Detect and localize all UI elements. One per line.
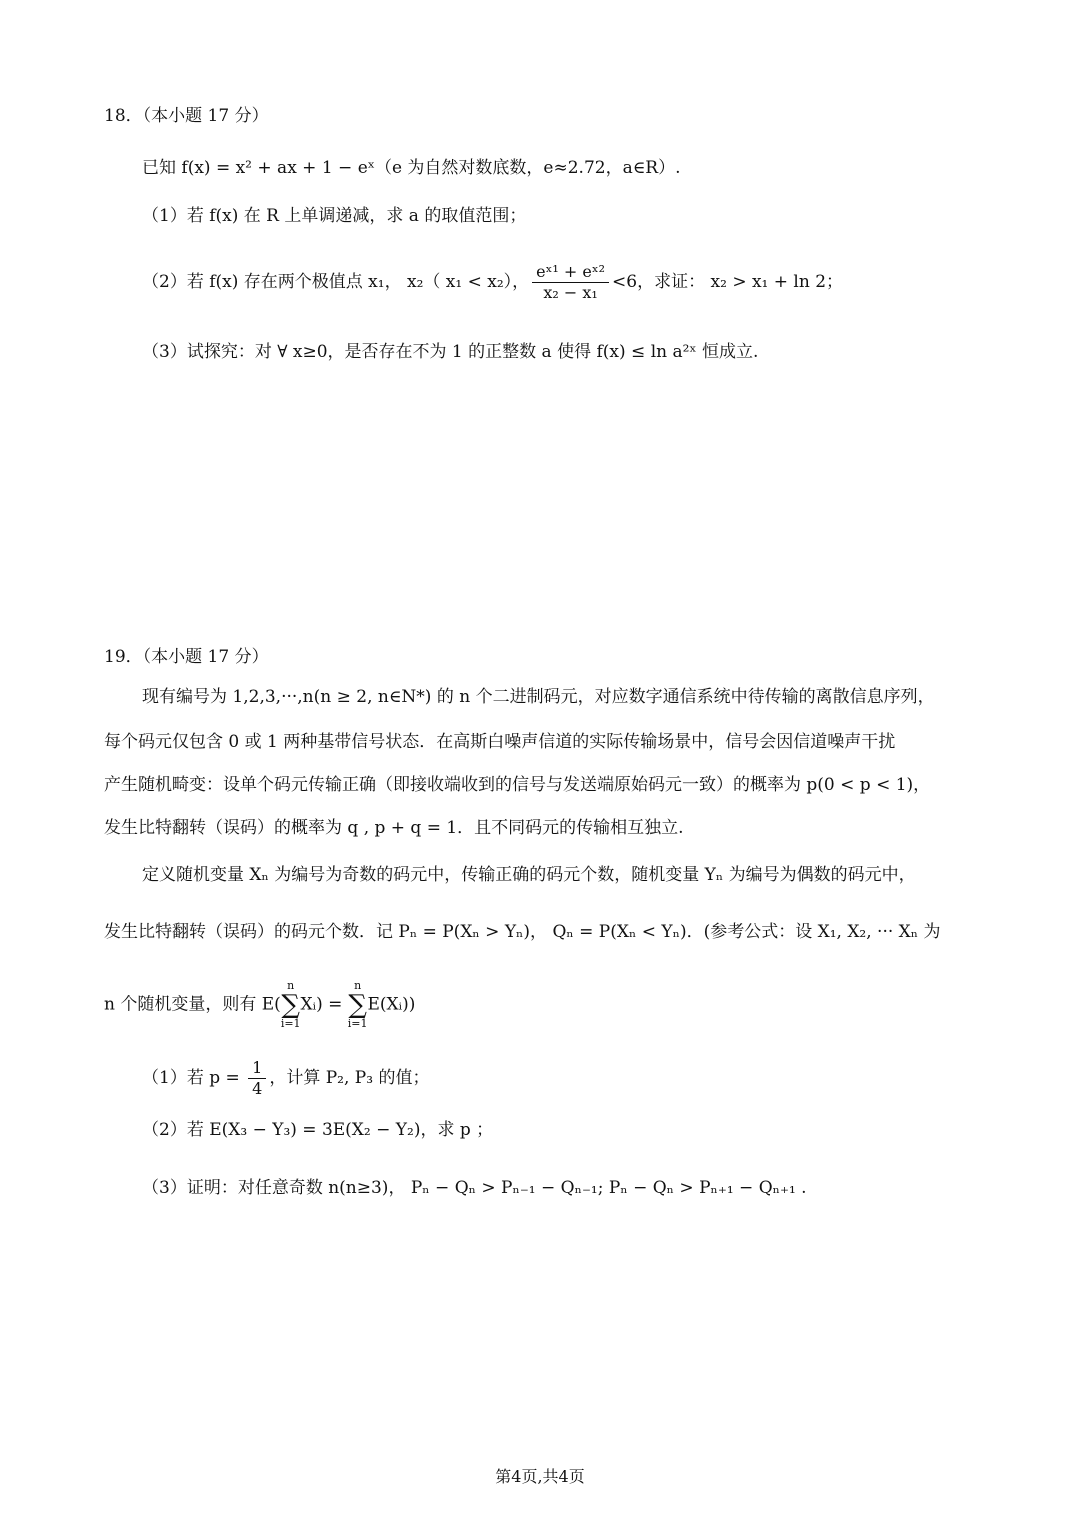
fraction-denominator: x₂ − x₁: [543, 283, 598, 302]
q19-title: 19．（本小题 17 分）: [104, 647, 269, 667]
fraction-denominator: 4: [252, 1079, 263, 1098]
sum-lower: i=1: [280, 1017, 301, 1030]
formula-text: n 个随机变量，则有 E(: [104, 994, 281, 1015]
summation: [348, 980, 368, 1030]
summation: [281, 980, 301, 1030]
sum-lower: i=1: [347, 1017, 368, 1030]
q18-part2-claim: <6，求证： x₂ > x₁ + ln 2；: [612, 272, 844, 292]
sigma-icon: ∑: [281, 990, 300, 1020]
q18-title: 18．（本小题 17 分）: [104, 106, 269, 126]
q18-part3: （3）试探究：对 ∀ x≥0，是否存在不为 1 的正整数 a 使得 f(x) ≤ ln a²ˣ 恒成立.: [142, 342, 759, 362]
q18-stem: 已知 f(x) = x² + ax + 1 − eˣ（e 为自然对数底数，e≈2.72，a∈R）.: [142, 158, 681, 178]
sigma-icon: ∑: [348, 990, 367, 1020]
q18-part2-text: （2）若 f(x) 存在两个极值点 x₁， x₂（ x₁ < x₂），: [142, 272, 530, 292]
q19-para1-line: 现有编号为 1,2,3,···,n(n ≥ 2, n∈N*) 的 n 个二进制码元，对应数字通信系统中待传输的离散信息序列，: [142, 687, 935, 707]
q19-para1-line: 产生随机畸变：设单个码元传输正确（即接收端收到的信号与发送端原始码元一致）的概率为 p(0 < p < 1)，: [104, 775, 931, 795]
q19-part1: [142, 1058, 429, 1099]
formula-text: E(Xᵢ)): [367, 994, 416, 1015]
part1-text: （1）若 p =: [142, 1068, 246, 1088]
q19-para2-line: 定义随机变量 Xₙ 为编号为奇数的码元中，传输正确的码元个数，随机变量 Yₙ 为编号为偶数的码元中，: [142, 865, 916, 885]
sum-upper: n: [354, 979, 362, 992]
q19-para1-line: 发生比特翻转（误码）的概率为 q , p + q = 1．且不同码元的传输相互独立.: [104, 818, 684, 838]
q18-part1: （1）若 f(x) 在 R 上单调递减，求 a 的取值范围；: [142, 206, 527, 226]
q19-formula: [104, 980, 415, 1030]
fraction-numerator: 1: [248, 1058, 266, 1079]
fraction: [248, 1058, 266, 1099]
part1-text: ，计算 P₂, P₃ 的值；: [269, 1068, 430, 1088]
formula-text: Xᵢ) =: [300, 994, 348, 1015]
q19-part2: （2）若 E(X₃ − Y₃) = 3E(X₂ − Y₂)，求 p ；: [142, 1120, 494, 1140]
q19-para1-line: 每个码元仅包含 0 或 1 两种基带信号状态．在高斯白噪声信道的实际传输场景中，信号会因信道噪声干扰: [104, 732, 896, 752]
sum-upper: n: [287, 979, 295, 992]
q19-part3: （3）证明：对任意奇数 n(n≥3)， Pₙ − Qₙ > Pₙ₋₁ − Qₙ₋₁; Pₙ − Qₙ > Pₙ₊₁ − Qₙ₊₁ .: [142, 1178, 807, 1198]
q19-para2-line: 发生比特翻转（误码）的码元个数．记 Pₙ = P(Xₙ > Yₙ)， Qₙ = P(Xₙ < Yₙ)．(参考公式：设 X₁, X₂, ··· Xₙ 为: [104, 922, 941, 942]
fraction: [532, 262, 609, 303]
q18-part2: [142, 262, 843, 303]
page-footer: 第4页,共4页: [495, 1467, 585, 1486]
fraction-numerator: eˣ¹ + eˣ²: [532, 262, 609, 283]
